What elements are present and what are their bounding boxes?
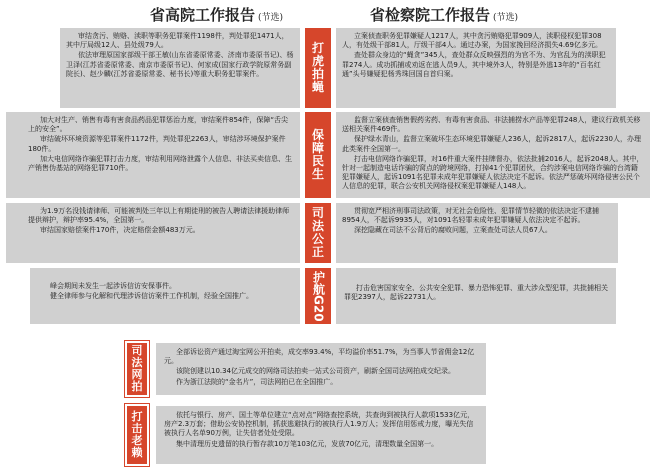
section-3-procuratorate-text: 贯彻宽严相济刑事司法政策，对无社会危险性、犯罪情节轻微的依法决定不逮捕8954人，不起诉9935人，对1091名轻罪未成年犯罪嫌疑人依法决定不起诉。 xyxy=(342,207,599,225)
procuratorate-report-title: 省检察院工作报告 xyxy=(370,6,491,24)
section-6-tag xyxy=(127,406,147,464)
court-report-note: (节选) xyxy=(258,13,284,23)
section-1-tag-label: 打虎拍蝇 xyxy=(311,41,324,94)
section-2-procuratorate-text: 打击电信网络诈骗犯罪，对16件重大案件挂牌督办，依法批捕2016人，起诉2048人。其中，针对一起制造电话诈骗的窝点的跨境网络，打掉41个犯罪团伙，合约涉案电信网络诈骗的台湾籍犯罪嫌疑人，起诉1091名犯罪未成年犯罪嫌疑人依法决定不起诉。依法严惩破坏网络侵害公民个人信息的犯罪，联合公安机关网络侵权案犯罪嫌疑人148人。 xyxy=(342,154,644,191)
procuratorate-report-header xyxy=(370,4,518,26)
section-4-tag-label: 护航G20 xyxy=(311,270,326,322)
section-4-procuratorate-text: 打击危害国家安全、公共安全犯罪、暴力恐怖犯罪、重大涉众型犯罪，共批捕相关罪犯2397人，起诉22731人。 xyxy=(344,284,608,302)
section-2-procuratorate-box xyxy=(336,112,650,198)
section-5-court-text: 作为浙江法院的“金名片”，司法网拍已在全国推广。 xyxy=(176,377,338,386)
section-6-court-box xyxy=(156,406,486,464)
section-3-procuratorate-box xyxy=(336,203,618,263)
section-4-court-box xyxy=(30,268,300,324)
section-2-court-text: 加大对生产、销售有毒有害食品药品犯罪惩治力度，审结案件854件，保障“舌尖上的安全”。 xyxy=(28,116,288,134)
section-4-court-text: 健全律师参与化解和代理涉诉信访案件工作机制，经验全国推广。 xyxy=(50,292,253,301)
procuratorate-report-note: (节选) xyxy=(493,13,519,23)
section-6-tag-label: 打击老赖 xyxy=(131,410,143,459)
section-2-court-box xyxy=(6,112,300,198)
section-6-court-text: 集中清理历史遗留的执行暂存款10万笔103亿元，发放70亿元，清理数量全国第一。 xyxy=(176,439,439,448)
section-1-court-text: 依法审理原国家部级干部王敏(山东省委原常委、济南市委原书记)、杨卫泽(江苏省委原常委、南京市委原书记)、何家成(国家行政学院原常务副院长)、赵少麟(江苏省委原常委、秘书长)等重大职务犯罪案件。 xyxy=(66,51,294,78)
section-2-procuratorate-text: 监督立案侦查销售假药劣药、有毒有害食品、非法捕捞水产品等犯罪248人，建议行政机关移送相关案件469件。 xyxy=(342,116,641,134)
section-2-court-text: 审结破坏环境资源等犯罪案件1172件，判处罪犯2263人，审结涉环境保护案件180件。 xyxy=(28,135,286,153)
section-5-court-box xyxy=(156,343,486,395)
section-1-procuratorate-text: 立案侦查职务犯罪嫌疑人1217人，其中贪污贿赂犯罪909人，渎职侵权犯罪308人，有处级干部81人，厅级干部4人。通过办案，为国家挽回经济损失4.69亿多元。 xyxy=(342,32,602,50)
section-2-tag xyxy=(305,112,331,198)
section-1-procuratorate-box xyxy=(336,28,616,108)
court-report-header xyxy=(150,4,283,26)
section-5-tag-label: 司法网拍 xyxy=(131,344,143,393)
section-4-court-text: 峰会期间未发生一起涉诉信访安保事件。 xyxy=(50,282,176,290)
section-3-court-text: 为1.9万名没钱请律师、可能被判处三年以上有期徒刑的被告人聘请法律援助律师提供辩护，辩护率95.4%，全国第一。 xyxy=(28,207,290,225)
court-report-title: 省高院工作报告 xyxy=(150,6,256,24)
section-5-court-text: 全部诉讼资产通过淘宝网公开拍卖，成交率93.4%，平均溢价率51.7%，为当事人节省佣金12亿元。 xyxy=(164,348,475,366)
section-3-procuratorate-text: 深挖隐藏在司法不公背后的腐败问题，立案查处司法人员67人。 xyxy=(354,226,552,235)
section-5-court-text: 该院创建以10.34亿元成交的网络司法拍卖一站式公司资产，刷新全国司法网拍成交纪录。 xyxy=(176,367,456,376)
section-2-tag-label: 保障民生 xyxy=(311,128,324,181)
section-4-procuratorate-box xyxy=(336,268,616,324)
section-2-court-text: 加大电信网络诈骗犯罪打击力度，审结利用网络泄露个人信息、非法买卖信息、生产销售伪基站的网络犯罪710件。 xyxy=(28,154,292,173)
section-6-court-text: 依托与银行、房产、国土等单位建立“点对点”网络查控系统，共查询到被执行人款项1533亿元，房产2.3万套；借助公安协控机制，抓获逃避执行的被执行人1.9万人；发挥信用惩戒力度，曝光失信被执行人名单90万例，让失信者处处受限。 xyxy=(164,411,475,438)
section-3-tag xyxy=(305,203,331,263)
section-5-tag xyxy=(127,343,147,395)
section-2-procuratorate-text: 保护绿水青山，监督立案破坏生态环境犯罪嫌疑人236人，起诉2817人，起诉2230人，办理此类案件全国第一。 xyxy=(342,135,641,153)
section-3-tag-label: 司法公正 xyxy=(311,206,324,259)
section-4-tag xyxy=(305,268,331,324)
section-1-procuratorate-text: 查处群众身边的“蝇贪”345人，查处群众反映强烈的为官不为、为官乱为的渎职犯罪274人。成功抓捕或劝返在逃人员9人，其中境外3人，特别是外逃13年的“百名红通”头号嫌疑犯杨秀珠回国自首归案。 xyxy=(342,51,606,78)
section-1-tag xyxy=(305,28,331,108)
section-3-court-text: 审结国家赔偿案件170件，决定赔偿金额483万元。 xyxy=(40,226,200,235)
section-3-court-box xyxy=(6,203,300,263)
section-1-court-box xyxy=(60,28,300,108)
section-1-court-text: 审结贪污、贿赂、渎职等职务犯罪案件1198件，判处罪犯1471人，其中厅局级12人、县处级79人。 xyxy=(66,32,289,50)
